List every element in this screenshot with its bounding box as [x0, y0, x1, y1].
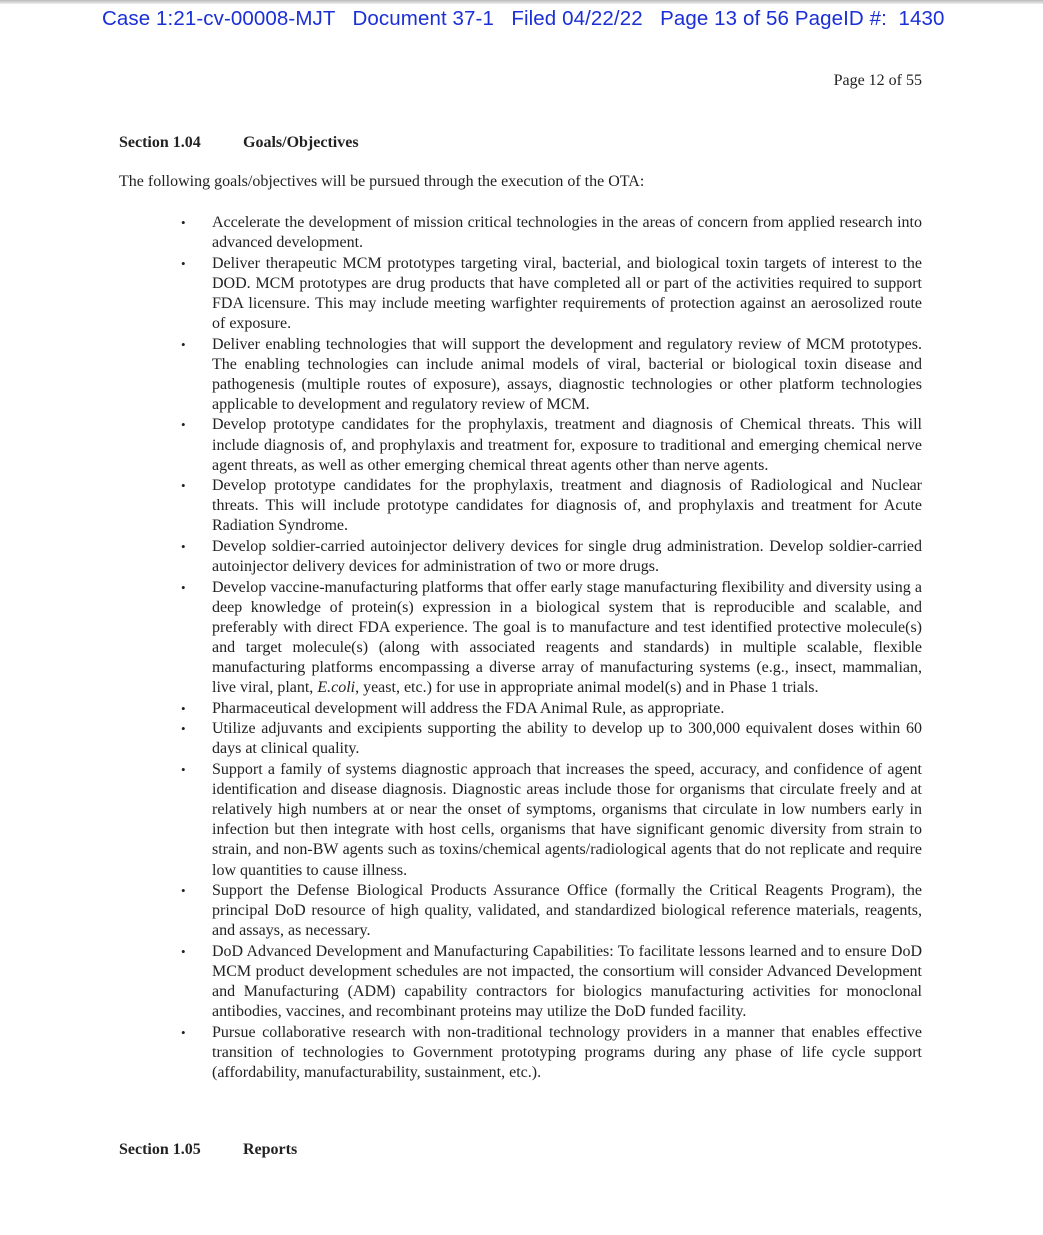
section-number: Section 1.05 [119, 1141, 201, 1158]
goal-item [181, 213, 922, 253]
bullet-icon: • [181, 700, 186, 716]
goal-text: Utilize adjuvants and excipients supporting the ability to develop up to 300,000 equivalent doses within 60 days at clinical quality. [212, 720, 922, 758]
goal-text: Develop prototype candidates for the prophylaxis, treatment and diagnosis of Chemical threats. This will include diagnosis of, and prophylaxis and treatment for, exposure to traditional and emerging chemical nerve agent threats, as well as other emerging chemical threat agents other than nerve agents. [212, 416, 922, 474]
goal-text: Accelerate the development of mission critical technologies in the areas of concern from applied research into advanced development. [212, 214, 922, 252]
bullet-icon: • [181, 478, 186, 494]
bullet-icon: • [181, 1024, 186, 1040]
section-heading-1-05 [119, 1141, 297, 1159]
bullet-icon: • [181, 539, 186, 554]
bullet-icon: • [181, 215, 186, 230]
page-number: Page 12 of 55 [833, 72, 922, 89]
goals-list [181, 213, 922, 1084]
goal-text: Develop soldier-carried autoinjector delivery devices for single drug administration. Develop soldier-carried autoinjector delivery devices for administration of two or more drugs. [212, 538, 922, 576]
bullet-icon: • [181, 883, 186, 899]
goal-text-before: Develop vaccine-manufacturing platforms that offer early stage manufacturing flexibility and diversity using a deep knowledge of protein(s) expression in a biological system that is reproducible and scalable, and preferably with direct FDA experience. The goal is to manufacture and test identified protective molecule(s) and target molecule(s) (along with associated reagents and standards) in multiple scalable, flexible manufacturing platforms encompassing a diverse array of manufacturing systems (e.g., insect, mammalian, live viral, plant, [212, 578, 922, 697]
goal-text: DoD Advanced Development and Manufacturing Capabilities: To facilitate lessons learned and to ensure DoD MCM product development schedules are not impacted, the consortium will consider Advanced Development and Manufacturing (ADM) capability contractors for biologics manufacturing activities for monoclonal antibodies, vaccines, and recombinant proteins may utilize the DoD funded facility. [212, 942, 922, 1021]
section-number: Section 1.04 [119, 134, 201, 151]
bullet-icon: • [181, 336, 186, 352]
bullet-icon: • [181, 255, 186, 271]
goal-text: Pharmaceutical development will address the FDA Animal Rule, as appropriate. [212, 699, 725, 717]
goal-item [181, 578, 922, 699]
document-number: Document 37-1 [352, 7, 494, 30]
case-number: Case 1:21-cv-00008-MJT [102, 7, 336, 30]
intro-paragraph: The following goals/objectives will be pursued through the execution of the OTA: [119, 173, 645, 190]
goal-item [181, 537, 922, 577]
goal-text: Support the Defense Biological Products Assurance Office (formally the Critical Reagents Program), the principal DoD resource of high quality, validated, and standardized biological reference materials, reagents, and assays, as necessary. [212, 882, 922, 940]
goal-item [181, 881, 922, 941]
goal-text: Deliver enabling technologies that will support the development and regulatory review of MCM prototypes. The enabling technologies can include animal models of viral, bacterial or biological toxin disease and pathogenesis (multiple routes of exposure), assays, diagnostic technologies or other platform technologies applicable to development and regulatory review of MCM. [212, 335, 922, 413]
filed-date: Filed 04/22/22 [511, 7, 643, 30]
filing-page: Page 13 of 56 [660, 7, 790, 30]
goal-item [181, 335, 922, 415]
goal-item [181, 1023, 922, 1083]
section-title: Goals/Objectives [243, 134, 359, 151]
goal-text-after: , yeast, etc.) for use in appropriate animal model(s) and in Phase 1 trials. [355, 679, 819, 697]
goal-text-italic: E.coli [317, 679, 356, 697]
bullet-icon: • [181, 762, 186, 778]
goal-item [181, 719, 922, 759]
goal-text: Pursue collaborative research with non-traditional technology providers in a manner that enables effective transition of technologies to Government prototyping programs during any phase of life cycle support (affordability, manufacturability, sustainment, etc.). [212, 1023, 922, 1081]
section-title: Reports [243, 1141, 298, 1158]
top-border [0, 0, 1043, 4]
bullet-icon: • [181, 721, 186, 737]
bullet-icon: • [181, 417, 186, 433]
goal-item [181, 254, 922, 334]
goal-item [181, 699, 922, 719]
goal-item [181, 760, 922, 881]
goal-text: Develop prototype candidates for the prophylaxis, treatment and diagnosis of Radiological and Nuclear threats. This will include prototype candidates for diagnosis of, and prophylaxis and treatment for Acute Radiation Syndrome. [212, 477, 922, 535]
section-heading-1-04 [119, 134, 359, 152]
goal-item [181, 942, 922, 1022]
goal-item [181, 415, 922, 475]
goal-item [181, 476, 922, 536]
goal-text: Support a family of systems diagnostic approach that increases the speed, accuracy, and confidence of agent identification and disease diagnosis. Diagnostic areas include those for organisms that circulate freely and at relatively high numbers at or near the onset of symptoms, organisms that circulate in low numbers early in infection but then integrate with host cells, organisms that have significant genomic diversity from strain to strain, and non-BW agents such as toxins/chemical agents/radiological agents that do not replicate and require low quantities to cause illness. [212, 761, 922, 879]
page-id: PageID #: 1430 [794, 7, 945, 30]
bullet-icon: • [181, 943, 186, 959]
goal-text: Deliver therapeutic MCM prototypes targeting viral, bacterial, and biological toxin targets of interest to the DOD. MCM prototypes are drug products that have completed all or part of the activities required to support FDA licensure. This may include meeting warfighter requirements of protection against an aerosolized route of exposure. [212, 254, 922, 332]
court-filing-header [102, 7, 945, 31]
bullet-icon: • [181, 579, 186, 595]
